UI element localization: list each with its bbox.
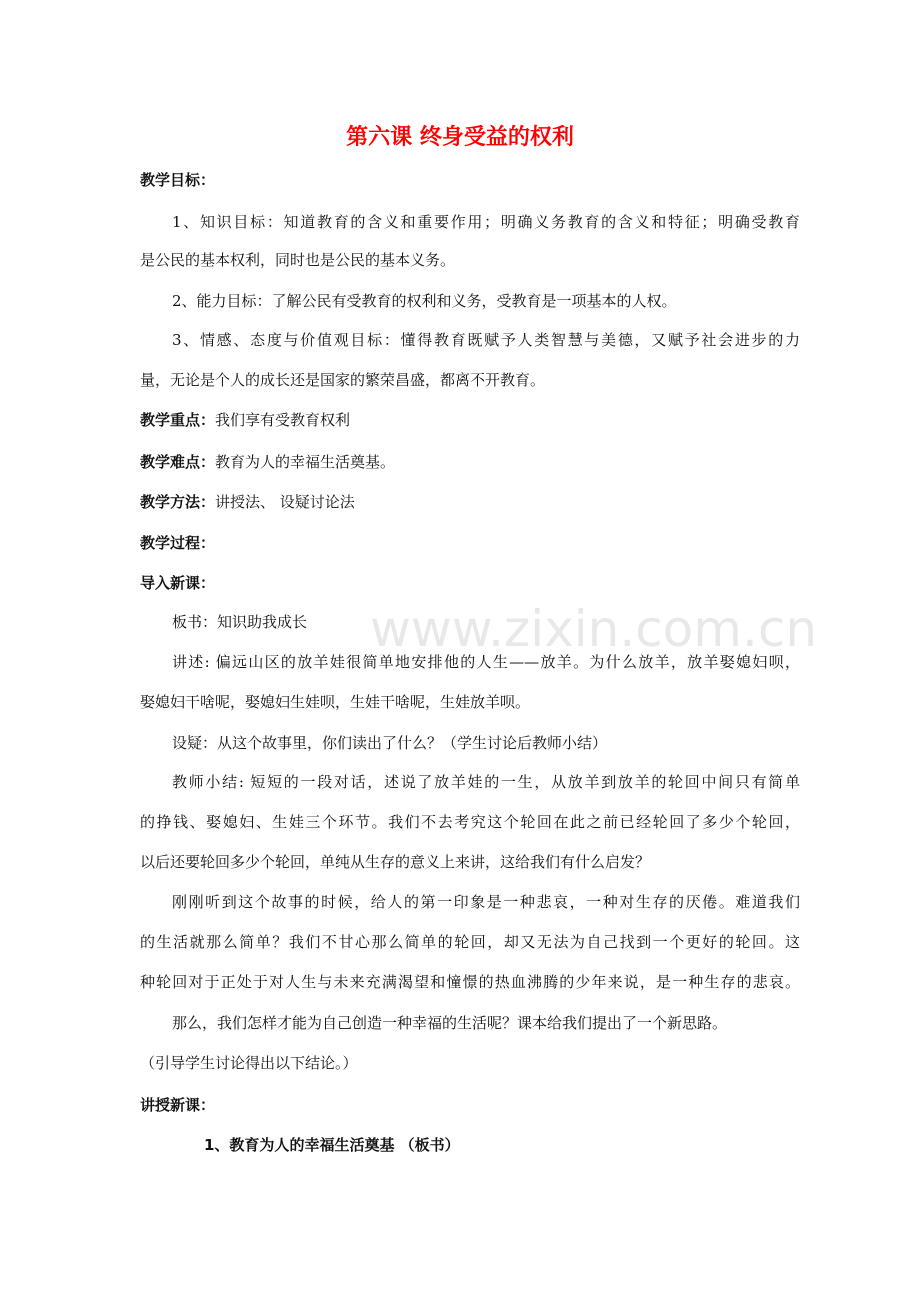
- reflect-line-3: 种轮回对于正处于对人生与未来充满渴望和憧憬的热血沸腾的少年来说，是一种生存的悲哀。: [140, 973, 800, 991]
- teaching-method: [140, 492, 800, 512]
- reflect-line-1: 刚刚听到这个故事的时候，给人的第一印象是一种悲哀，一种对生存的厌倦。难道我们: [172, 893, 800, 911]
- key-point-text: 我们享有受教育权利: [215, 411, 351, 429]
- intro-heading: 导入新课：: [140, 574, 216, 592]
- method-label: 教学方法：: [140, 493, 216, 511]
- method-text: 讲授法、 设疑讨论法: [215, 493, 355, 511]
- objective-3-line-2: 量，无论是个人的成长还是国家的繁荣昌盛，都离不开教育。: [140, 371, 546, 389]
- summary-line-1: 教师小结: 短短的一段对话，述说了放羊娃的一生，从放羊到放羊的轮回中间只有简单: [172, 773, 800, 791]
- key-point: [140, 410, 800, 430]
- board-note: 板书：知识助我成长: [172, 613, 308, 631]
- story-line-1: 讲述: 偏远山区的放羊娃很简单地安排他的人生——放羊。为什么放羊，放羊娶媳妇呗，: [172, 653, 800, 671]
- objective-2: 2、能力目标：了解公民有受教育的权利和义务，受教育是一项基本的人权。: [172, 292, 677, 310]
- objective-3-line-1: 3、情感、态度与价值观目标：懂得教育既赋予人类智慧与美德，又赋予社会进步的力: [172, 331, 800, 349]
- section-1-heading: 1、教育为人的幸福生活奠基 （板书）: [204, 1136, 460, 1154]
- reflect-line-2: 的生活就那么简单？我们不甘心那么简单的轮回，却又无法为自己找到一个更好的轮回。这: [140, 933, 800, 951]
- objectives-heading: 教学目标：: [140, 171, 216, 189]
- difficult-point-label: 教学难点：: [140, 453, 216, 471]
- question: 设疑：从这个故事里，你们读出了什么？（学生讨论后教师小结）: [172, 734, 608, 752]
- then-line-1: 那么，我们怎样才能为自己创造一种幸福的生活呢？课本给我们提出了一个新思路。: [172, 1014, 728, 1032]
- then-line-2: （引导学生讨论得出以下结论。）: [140, 1054, 358, 1072]
- story-line-2: 娶媳妇干啥呢，娶媳妇生娃呗，生娃干啥呢，生娃放羊呗。: [140, 693, 531, 711]
- summary-line-3: 以后还要轮回多少个轮回，单纯从生存的意义上来讲，这给我们有什么启发？: [140, 853, 651, 871]
- watermark: www.zixin.com.cn: [370, 600, 818, 658]
- lesson-title: 第六课 终身受益的权利: [346, 125, 574, 150]
- objective-1-line-2: 是公民的基本权利，同时也是公民的基本义务。: [140, 251, 456, 269]
- process-heading: 教学过程：: [140, 534, 216, 552]
- summary-line-2: 的挣钱、娶媳妇、生娃三个环节。我们不去考究这个轮回在此之前已经轮回了多少个轮回，: [140, 813, 800, 831]
- key-point-label: 教学重点：: [140, 411, 216, 429]
- difficult-point-text: 教育为人的幸福生活奠基。: [215, 453, 396, 471]
- objective-1-line-1: 1、知识目标：知道教育的含义和重要作用；明确义务教育的含义和特征；明确受教育: [172, 213, 800, 231]
- new-lesson-heading: 讲授新课：: [140, 1096, 216, 1114]
- difficult-point: [140, 452, 800, 472]
